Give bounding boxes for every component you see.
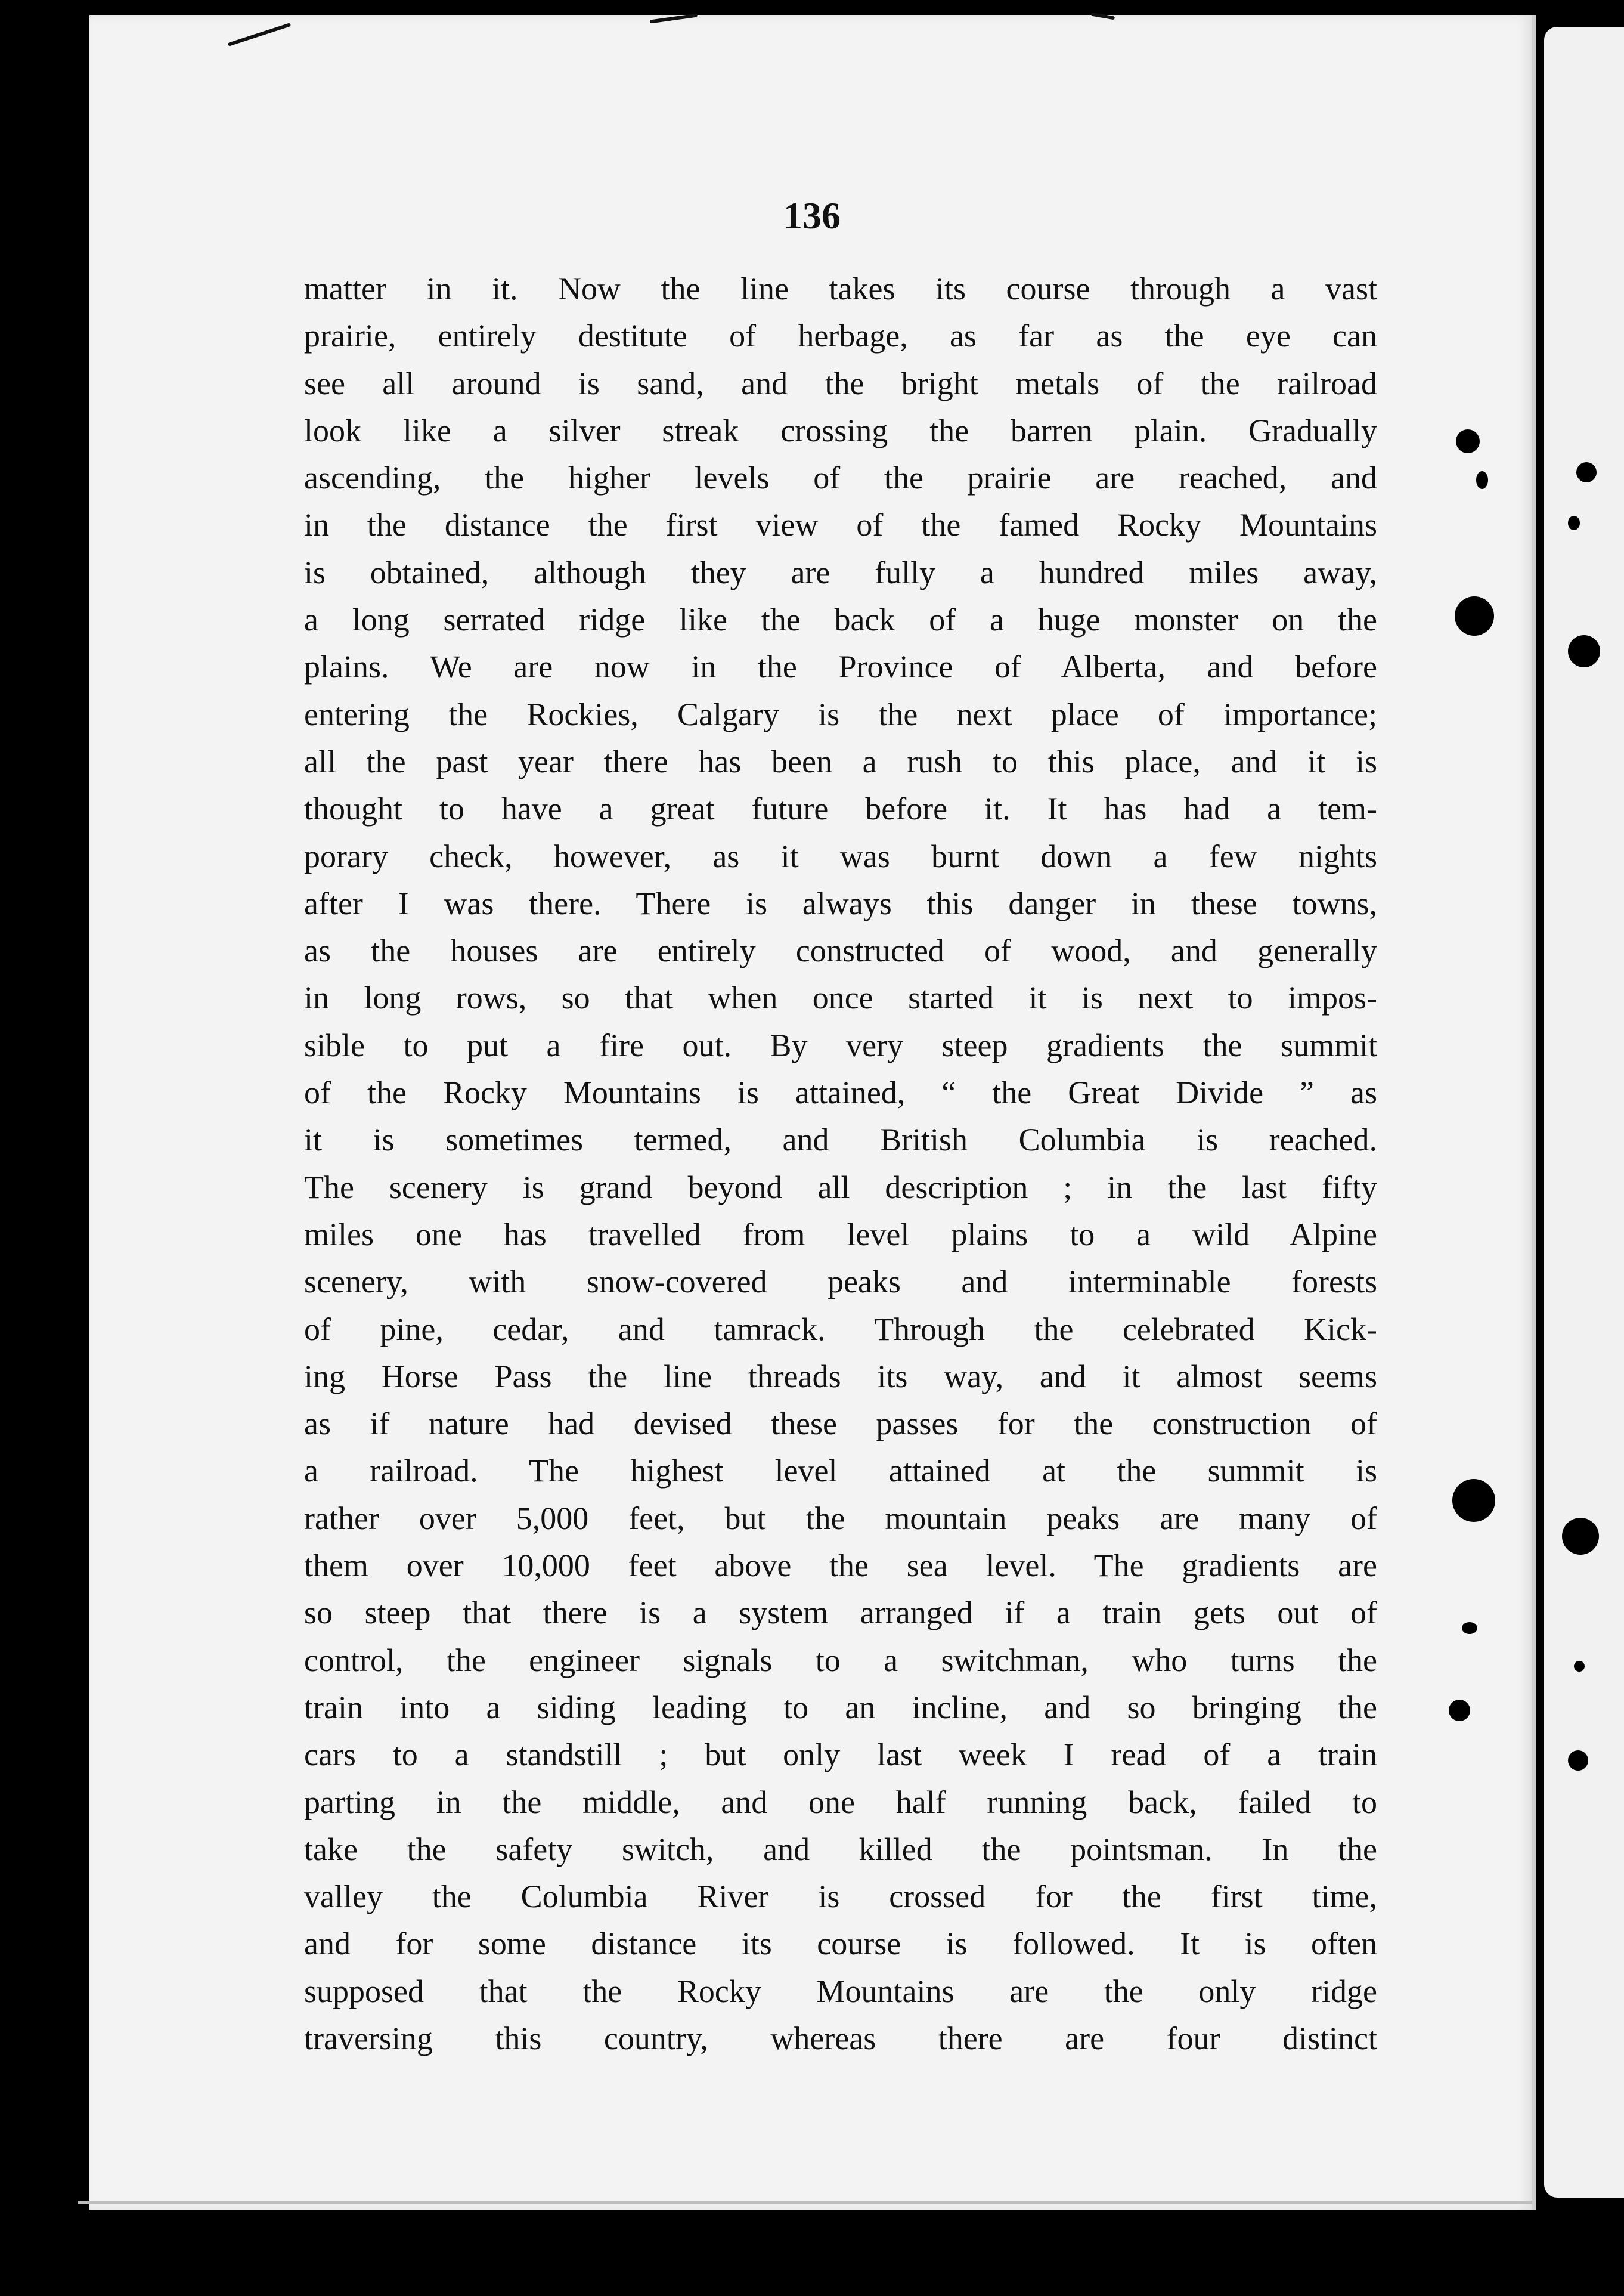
text-line: valley the Columbia River is crossed for the first time, (304, 1879, 1377, 1915)
ink-spot (1455, 596, 1494, 636)
text-line: of the Rocky Mountains is attained, “ the Great Divide ” as (304, 1075, 1377, 1111)
text-line: sible to put a fire out. By very steep gradients the summit (304, 1027, 1377, 1063)
text-line: plains. We are now in the Province of Alberta, and before (304, 649, 1377, 685)
page-bottom-edge (78, 2201, 1532, 2204)
text-line: cars to a standstill ; but only last week I read of a train (304, 1737, 1377, 1773)
text-line: so steep that there is a system arranged if a train gets out of (304, 1595, 1377, 1631)
text-line: look like a silver streak crossing the barren plain. Gradually (304, 412, 1377, 448)
ink-spot (1576, 462, 1597, 482)
text-line: ing Horse Pass the line threads its way, and it almost seems (304, 1358, 1377, 1394)
ink-spot (1574, 1661, 1585, 1672)
text-line: after I was there. There is always this danger in these towns, (304, 885, 1377, 921)
text-line: and for some distance its course is followed. It is often (304, 1926, 1377, 1962)
text-line: a railroad. The highest level attained at the summit is (304, 1453, 1377, 1489)
book-page (89, 15, 1536, 2210)
text-line: matter in it. Now the line takes its course through a vast (304, 271, 1377, 307)
text-line: train into a siding leading to an incline, and so bringing the (304, 1689, 1377, 1725)
ink-spot (1462, 1622, 1477, 1634)
text-line: take the safety switch, and killed the pointsman. In the (304, 1831, 1377, 1867)
text-line: traversing this country, whereas there are four distinct (304, 2020, 1377, 2056)
text-line: a long serrated ridge like the back of a huge monster on the (304, 602, 1377, 638)
ink-spot (1562, 1518, 1599, 1555)
page-number: 136 (783, 194, 841, 237)
text-line: scenery, with snow-covered peaks and interminable forests (304, 1264, 1377, 1300)
text-line: of pine, cedar, and tamrack. Through the celebrated Kick- (304, 1311, 1377, 1347)
text-line: control, the engineer signals to a switchman, who turns the (304, 1642, 1377, 1678)
text-line: it is sometimes termed, and British Columbia is reached. (304, 1122, 1377, 1158)
text-line: all the past year there has been a rush to this place, and it is (304, 743, 1377, 779)
ink-spot (1476, 471, 1488, 489)
text-line: is obtained, although they are fully a hundred miles away, (304, 554, 1377, 590)
ink-spot (1568, 635, 1600, 667)
ink-spot (1456, 429, 1480, 453)
text-line: parting in the middle, and one half running back, failed to (304, 1784, 1377, 1820)
ink-spot (1449, 1700, 1470, 1721)
text-line: thought to have a great future before it. It has had a tem- (304, 791, 1377, 827)
text-line: in long rows, so that when once started it is next to impos- (304, 980, 1377, 1016)
text-line: miles one has travelled from level plains to a wild Alpine (304, 1216, 1377, 1252)
ink-spot (1568, 516, 1580, 530)
text-line: rather over 5,000 feet, but the mountain peaks are many of (304, 1500, 1377, 1536)
text-line: porary check, however, as it was burnt down a few nights (304, 838, 1377, 874)
ink-spot (1452, 1479, 1495, 1522)
adjacent-page-edge (1544, 27, 1624, 2198)
text-line: entering the Rockies, Calgary is the next place of importance; (304, 696, 1377, 732)
body-text (304, 265, 1377, 2062)
ink-spot (1568, 1750, 1588, 1771)
text-line: The scenery is grand beyond all description ; in the last fifty (304, 1169, 1377, 1205)
text-line: as if nature had devised these passes for the construction of (304, 1406, 1377, 1442)
text-line: supposed that the Rocky Mountains are the only ridge (304, 1973, 1377, 2009)
text-line: in the distance the first view of the famed Rocky Mountains (304, 507, 1377, 543)
text-line: as the houses are entirely constructed of wood, and generally (304, 933, 1377, 969)
text-line: prairie, entirely destitute of herbage, as far as the eye can (304, 318, 1377, 354)
text-line: them over 10,000 feet above the sea level. The gradients are (304, 1548, 1377, 1584)
text-line: see all around is sand, and the bright metals of the railroad (304, 365, 1377, 401)
text-line: ascending, the higher levels of the prairie are reached, and (304, 460, 1377, 496)
